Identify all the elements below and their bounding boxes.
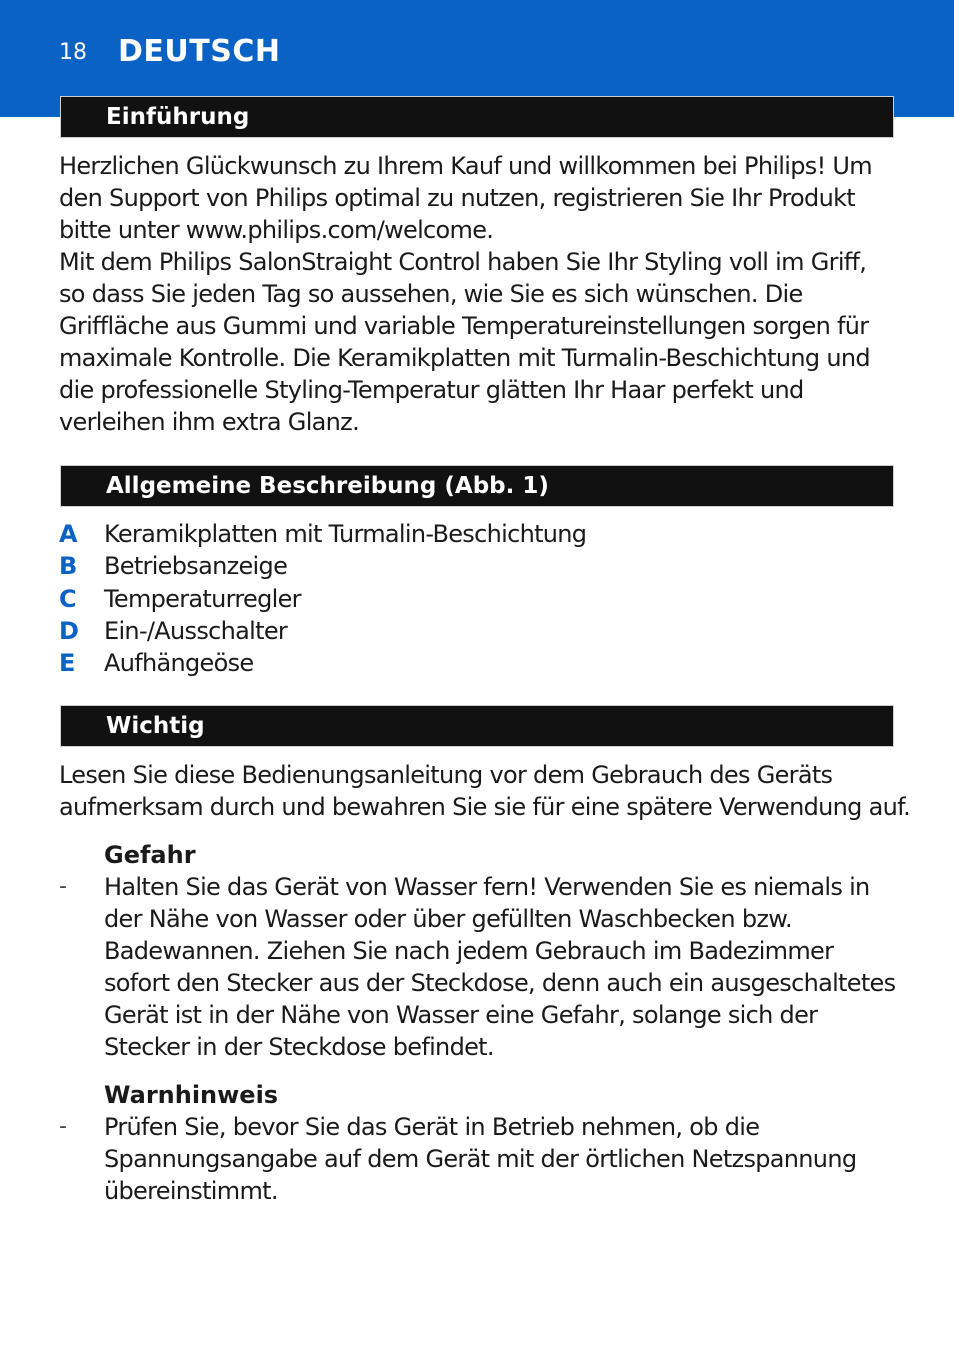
- list-letter: D: [59, 616, 79, 645]
- page-number: 18: [59, 40, 87, 65]
- warning-heading: Warnhinweis: [104, 1081, 279, 1109]
- section-bar-important: [60, 705, 894, 747]
- section-bar-intro: [60, 96, 894, 138]
- list-text: Betriebsanzeige: [104, 552, 288, 581]
- list-letter: B: [59, 552, 78, 581]
- list-letter: E: [59, 649, 76, 678]
- danger-heading: Gefahr: [104, 841, 196, 869]
- section-bar-description: [60, 465, 894, 507]
- language-title: DEUTSCH: [118, 34, 281, 69]
- list-letter: C: [59, 584, 77, 613]
- list-item: [59, 518, 899, 550]
- parts-list: [59, 518, 899, 679]
- intro-paragraph-1: Herzlichen Glückwunsch zu Ihrem Kauf und willkommen bei Philips! Um den Support von Philips optimal zu nutzen, registrieren Sie Ihr Produkt bitte unter www.philips.com/welcome.: [59, 152, 872, 244]
- list-text: Keramikplatten mit Turmalin-Beschichtung: [104, 520, 587, 548]
- list-text: Ein-/Ausschalter: [104, 616, 288, 645]
- list-text: Temperaturregler: [104, 584, 301, 613]
- important-intro-text: Lesen Sie diese Bedienungsanleitung vor dem Gebrauch des Geräts aufmerksam durch und bewahren Sie sie für eine spätere Verwendung auf.: [59, 761, 911, 821]
- bullet-dash: -: [59, 874, 67, 899]
- bullet-dash: -: [59, 1114, 67, 1139]
- list-text: Aufhängeöse: [104, 649, 254, 678]
- list-item: [59, 615, 899, 647]
- intro-paragraph-2: Mit dem Philips SalonStraight Control haben Sie Ihr Styling voll im Griff, so dass Sie jeden Tag so aussehen, wie Sie es sich wünschen. Die Griffläche aus Gummi und variable Temperatureinstellungen sorgen für maximale Kontrolle. Die Keramikplatten mit Turmalin-Beschichtung und die professionelle Styling-Temperatur glätten Ihr Haar perfekt und verleihen ihm extra Glanz.: [59, 248, 870, 436]
- warning-text: Prüfen Sie, bevor Sie das Gerät in Betrieb nehmen, ob die Spannungsangabe auf dem Gerät mit der örtlichen Netzspannung übereinstimmt.: [104, 1113, 857, 1205]
- list-letter: A: [59, 520, 78, 548]
- section-title-important: Wichtig: [106, 713, 205, 739]
- intro-text: [59, 150, 889, 438]
- list-item: [59, 550, 899, 582]
- danger-text: Halten Sie das Gerät von Wasser fern! Verwenden Sie es niemals in der Nähe von Wasser oder über gefüllten Waschbecken bzw. Badewannen. Ziehen Sie nach jedem Gebrauch im Badezimmer sofort den Stecker aus der Steckdose, denn auch ein ausgeschaltetes Gerät ist in der Nähe von Wasser eine Gefahr, solange sich der Stecker in der Steckdose befindet.: [104, 873, 896, 1061]
- important-intro: [59, 759, 929, 823]
- list-item: [59, 583, 899, 615]
- list-item: [59, 647, 899, 679]
- section-title-description: Allgemeine Beschreibung (Abb. 1): [106, 473, 549, 499]
- section-title-intro: Einführung: [106, 104, 250, 130]
